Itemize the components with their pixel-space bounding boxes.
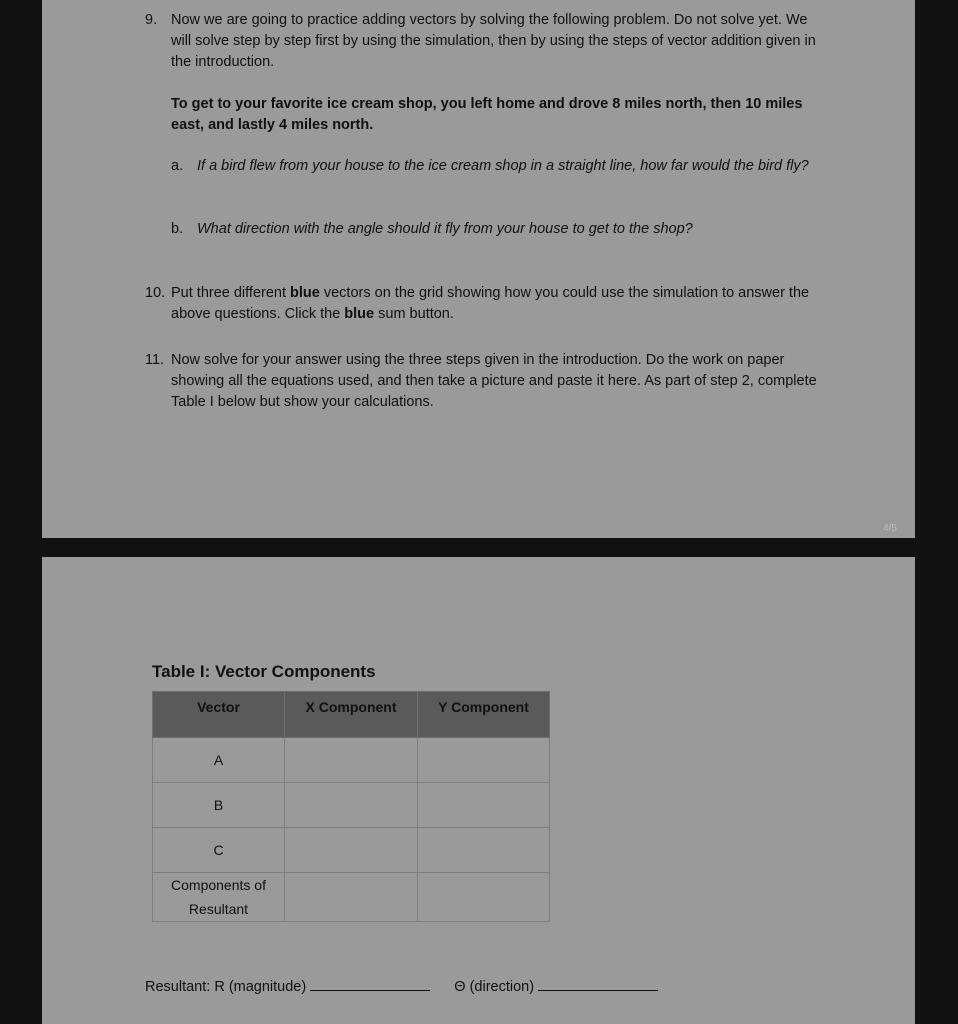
resultant-direction-label: Θ (direction) [454, 979, 535, 995]
question-text: Now solve for your answer using the three steps given in the introduction. Do the work on paper showing all the equations used, and then take a picture and paste it here. As part of step 2, complete Table I below but show your calculations. [171, 352, 817, 410]
x-component-cell[interactable] [285, 873, 418, 922]
y-component-cell[interactable] [418, 873, 550, 922]
header-vector: Vector [153, 692, 285, 738]
question-number: 9. [145, 12, 158, 28]
text-run: Put three different [171, 285, 291, 301]
y-component-cell[interactable] [418, 783, 550, 828]
header-y-component: Y Component [418, 692, 550, 738]
vector-cell: B [153, 783, 285, 828]
table-row [153, 783, 550, 828]
vector-components-table [152, 691, 550, 922]
sub-question-text: If a bird flew from your house to the ice cream shop in a straight line, how far would the bird fly? [197, 158, 809, 174]
vector-cell: Components of Resultant [153, 873, 285, 922]
header-x-component: X Component [285, 692, 418, 738]
table-row [153, 738, 550, 783]
bold-text-run: blue [344, 306, 375, 322]
text-run: vectors on the grid showing how you could use the simulation to answer the above questions. Click the [171, 285, 810, 322]
document-page-5 [42, 557, 915, 1024]
vector-cell: C [153, 828, 285, 873]
table-row [153, 828, 550, 873]
x-component-cell[interactable] [285, 783, 418, 828]
table-header-row [153, 692, 550, 738]
question-number: 11. [145, 352, 165, 368]
sub-question-letter: a. [171, 158, 184, 174]
x-component-cell[interactable] [285, 828, 418, 873]
page-number: 4/5 [883, 523, 897, 534]
table-title: Table I: Vector Components [152, 662, 376, 681]
x-component-cell[interactable] [285, 738, 418, 783]
y-component-cell[interactable] [418, 738, 550, 783]
magnitude-blank[interactable] [310, 976, 430, 991]
resultant-magnitude-label: Resultant: R (magnitude) [145, 979, 307, 995]
table-row [153, 873, 550, 922]
resultant-line [145, 976, 658, 995]
question-text [171, 283, 821, 325]
vector-cell: A [153, 738, 285, 783]
y-component-cell[interactable] [418, 828, 550, 873]
problem-statement: To get to your favorite ice cream shop, you left home and drove 8 miles north, then 10 miles east, and lastly 4 miles north. [171, 96, 803, 133]
sub-question-letter: b. [171, 221, 184, 237]
question-text: Now we are going to practice adding vectors by solving the following problem. Do not solve yet. We will solve step by step first by using the simulation, then by using the steps of vector addition given in the introduction. [171, 12, 816, 70]
sub-question-text: What direction with the angle should it fly from your house to get to the shop? [197, 221, 693, 237]
text-run: sum button. [374, 306, 454, 322]
question-number: 10. [145, 285, 166, 301]
document-page-4 [42, 0, 915, 538]
direction-blank[interactable] [538, 976, 658, 991]
bold-text-run: blue [290, 285, 320, 301]
